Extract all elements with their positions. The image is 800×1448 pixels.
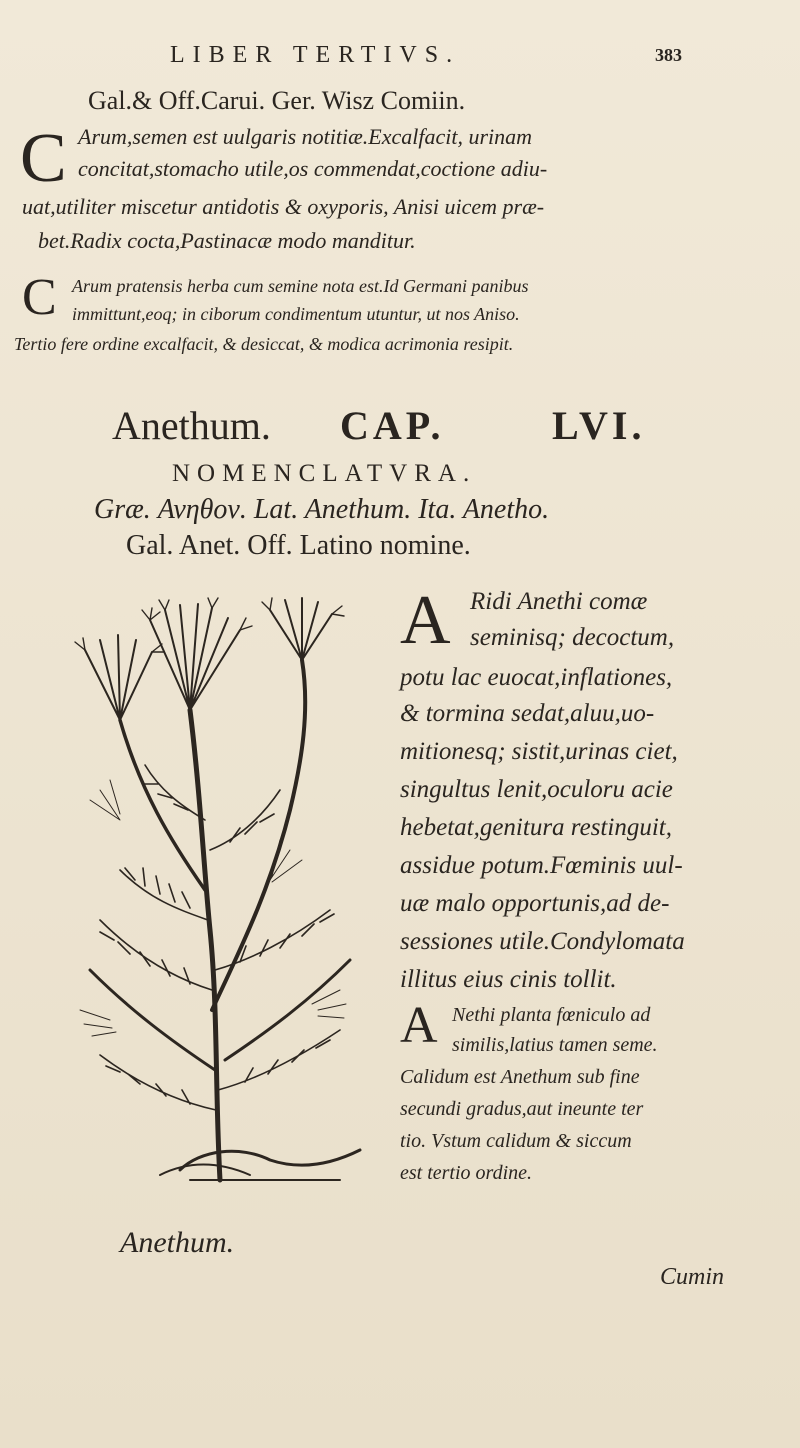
anethum-p2-line-5: tio. Vstum calidum & siccum (400, 1130, 632, 1152)
chapter-label: CAP. (340, 403, 445, 448)
carum-heading: Gal.& Off.Carui. Ger. Wisz Comiin. (88, 86, 466, 115)
running-head-title: LIBER TERTIVS. (170, 42, 461, 68)
anethum-p2-line-1: Nethi planta fœniculo ad (452, 1004, 651, 1026)
drop-cap-a-2: A (400, 997, 438, 1054)
anethum-p1-line-2: seminisq; decoctum, (470, 624, 675, 651)
page-number: 383 (655, 45, 682, 65)
anethum-p1-line-10: sessiones utile.Condylomata (400, 928, 685, 955)
anethum-p2-line-3: Calidum est Anethum sub fine (400, 1066, 640, 1088)
catchword: Cumin (660, 1264, 725, 1290)
drop-cap-a-1: A (400, 582, 451, 659)
gal-line: Gal. Anet. Off. Latino nomine. (126, 530, 471, 561)
names-line: Græ. Ανηθον. Lat. Anethum. Ita. Anetho. (94, 494, 550, 525)
anethum-p1-line-7: hebetat,genitura restinguit, (400, 814, 672, 841)
carum-p2-line-2: immittunt,eoq; in ciborum condimentum utuntur, ut nos Aniso. (72, 304, 520, 324)
anethum-p2-line-4: secundi gradus,aut ineunte ter (400, 1098, 644, 1120)
carum-p2-line-1: Arum pratensis herba cum semine nota est.Id Germani panibus (72, 276, 529, 296)
carum-p1-line-1: Arum,semen est uulgaris notitiæ.Excalfacit, urinam (78, 124, 533, 149)
anethum-p1-line-3: potu lac euocat,inflationes, (400, 664, 673, 691)
anethum-p2-line-2: similis,latius tamen seme. (452, 1034, 658, 1056)
anethum-woodcut-illustration (40, 590, 390, 1190)
anethum-p1-line-9: uæ malo opportunis,ad de- (400, 890, 670, 917)
drop-cap-c-2: C (22, 269, 57, 326)
figure-caption: Anethum. (120, 1226, 235, 1259)
carum-p2-line-3: Tertio fere ordine excalfacit, & desiccat, & modica acrimonia resipit. (14, 334, 514, 354)
anethum-p1-line-8: assidue potum.Fœminis uul- (400, 852, 683, 879)
anethum-p1-line-11: illitus eius cinis tollit. (400, 966, 617, 993)
chapter-number: LVI. (552, 403, 646, 448)
nomenclatura-heading: NOMENCLATVRA. (172, 460, 477, 487)
drop-cap-c-1: C (20, 120, 67, 197)
anethum-p1-line-1: Ridi Anethi comæ (470, 588, 648, 615)
anethum-p1-line-4: & tormina sedat,aluu,uo- (400, 700, 655, 727)
carum-p1-line-4: bet.Radix cocta,Pastinacæ modo manditur. (38, 228, 416, 253)
chapter-title: Anethum. (112, 403, 271, 448)
anethum-p2-line-6: est tertio ordine. (400, 1162, 533, 1184)
carum-p1-line-3: uat,utiliter miscetur antidotis & oxyporis, Anisi uicem præ- (22, 194, 545, 219)
carum-p1-line-2: concitat,stomacho utile,os commendat,coctione adiu- (78, 156, 548, 181)
anethum-p1-line-6: singultus lenit,oculoru acie (400, 776, 673, 803)
anethum-p1-line-5: mitionesq; sistit,urinas ciet, (400, 738, 678, 765)
